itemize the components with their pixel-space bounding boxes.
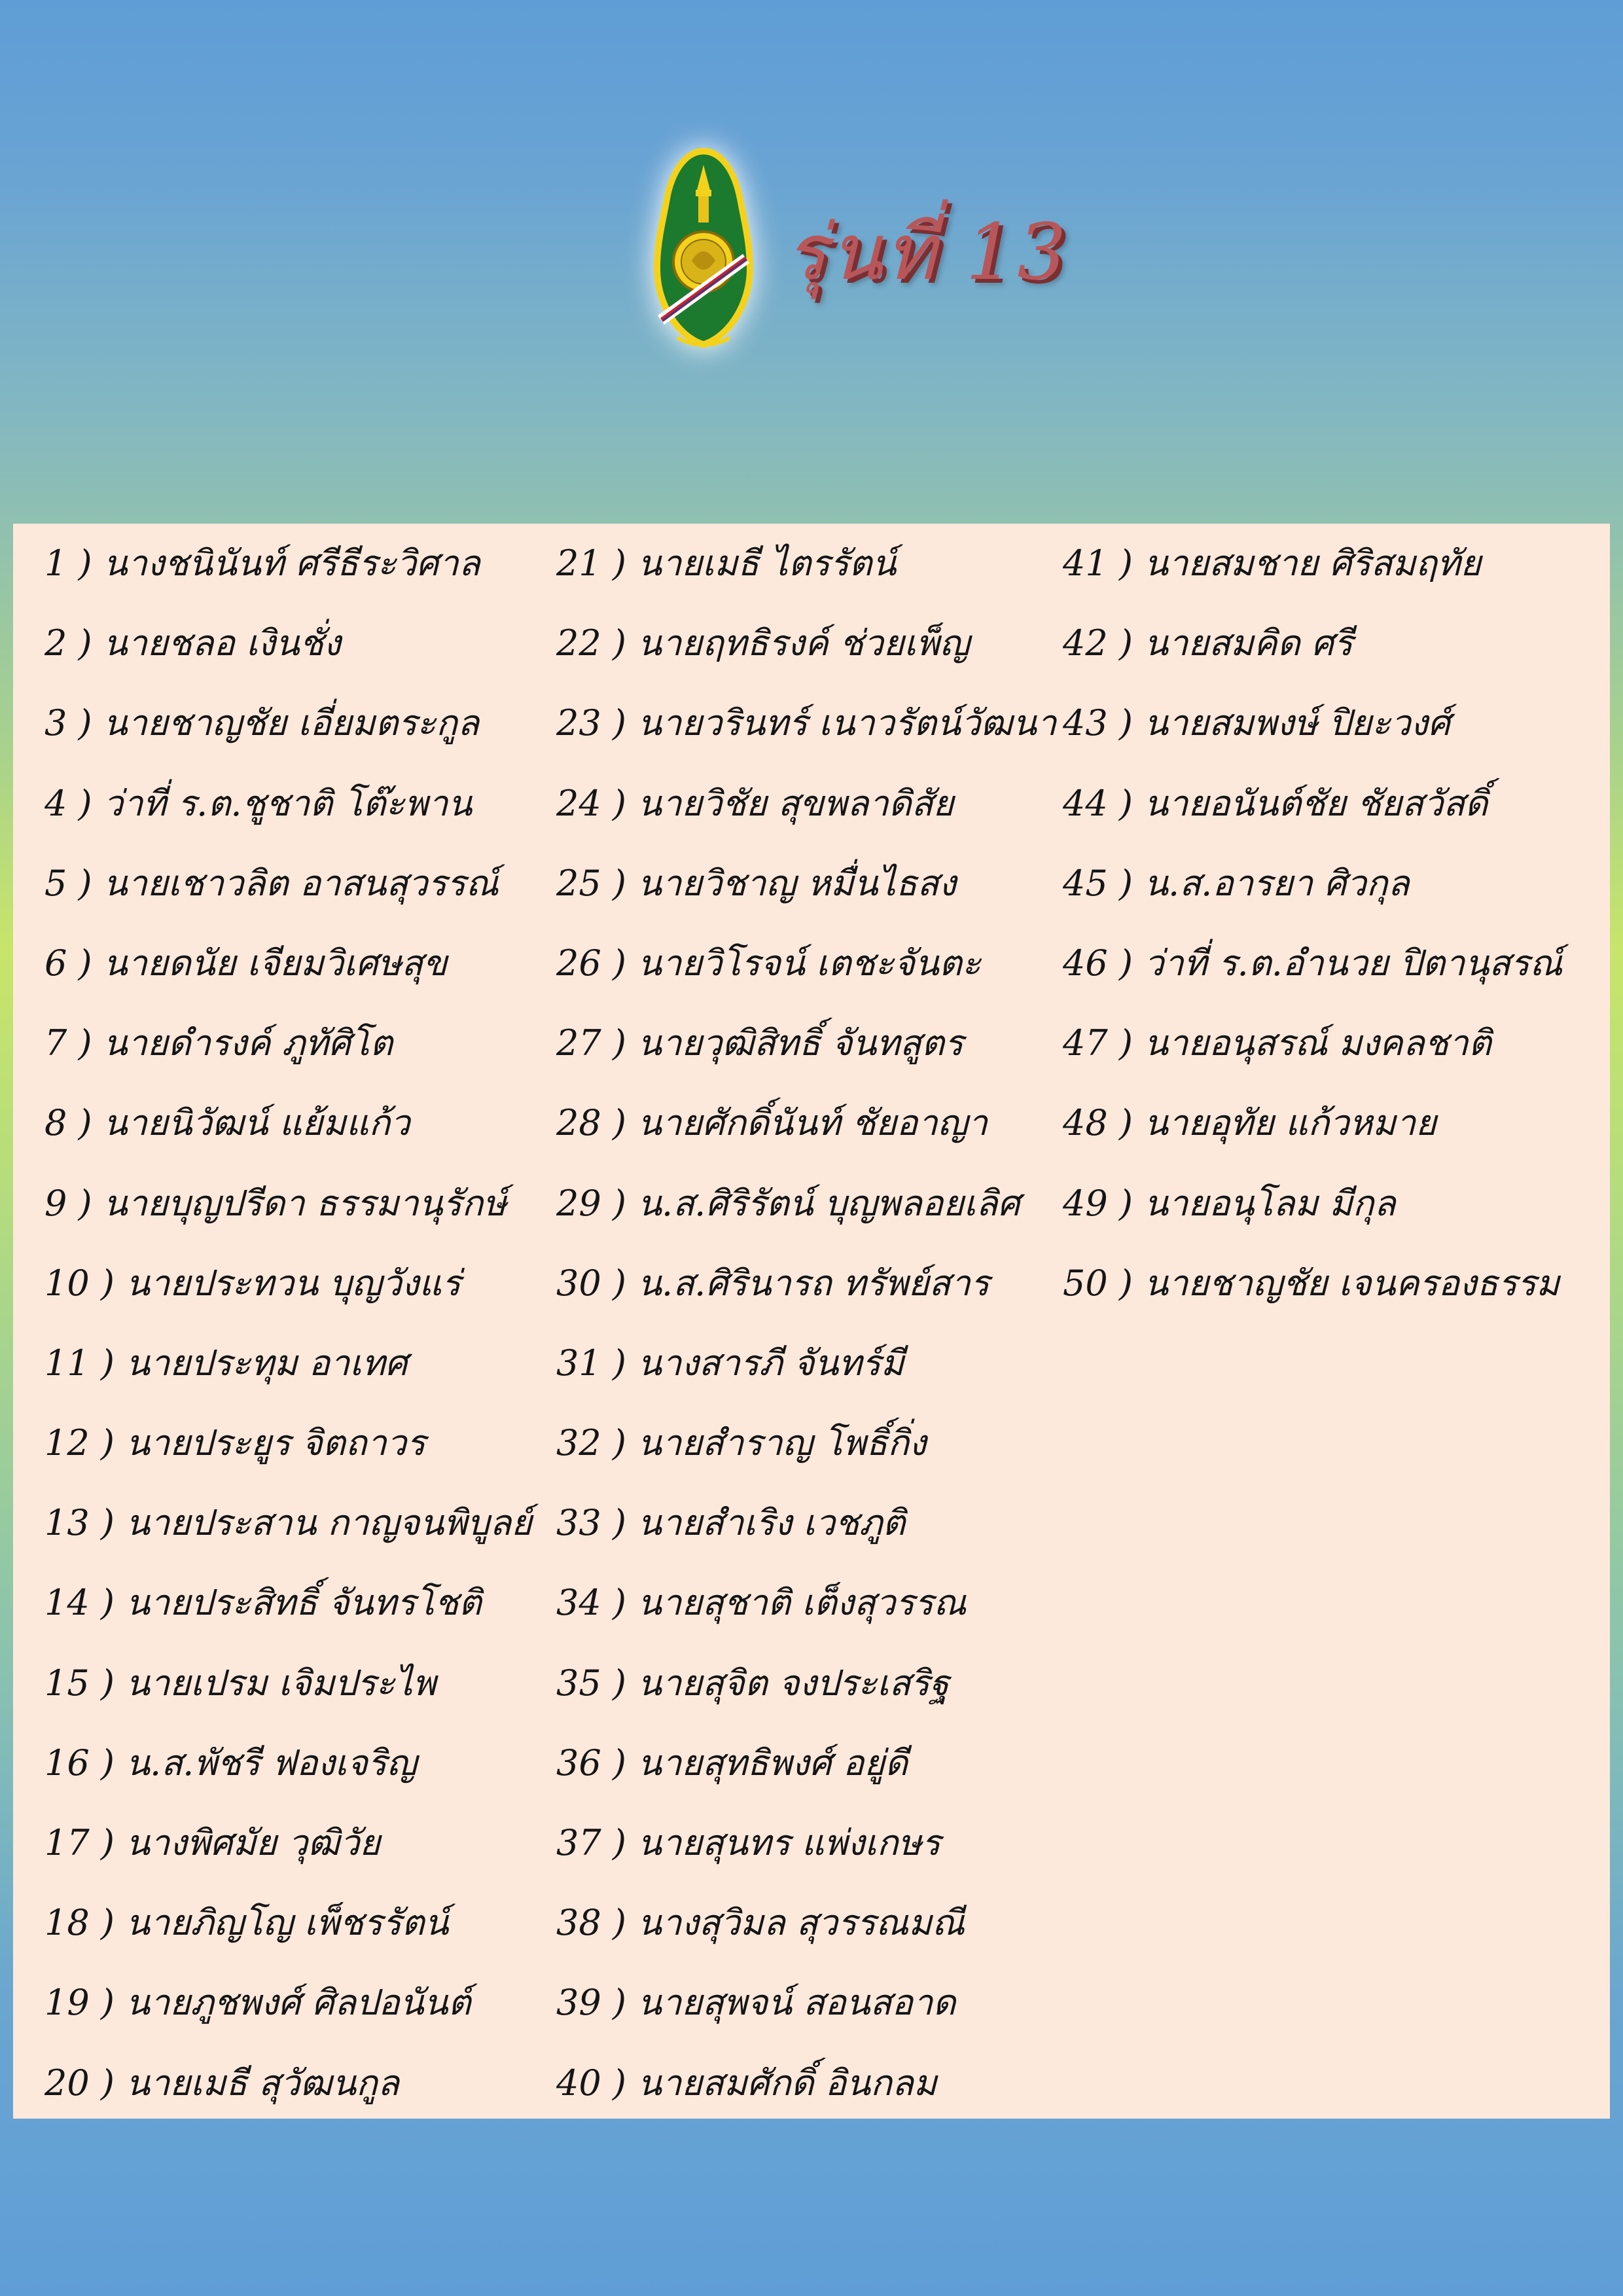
list-item: 33 ) นายสำเริง เวชภูติ (556, 1502, 906, 1544)
list-item: 27 ) นายวุฒิสิทธิ์ จันทสูตร (556, 1022, 963, 1064)
list-item: 44 ) นายอนันต์ชัย ชัยสวัสดิ์ (1063, 782, 1488, 824)
list-item: 1 ) นางชนินันท์ ศรีธีระวิศาล (45, 543, 480, 584)
list-item: 25 ) นายวิชาญ หมื่นไธสง (556, 862, 957, 904)
list-item: 7 ) นายดำรงค์ ภูทัศิโต (45, 1022, 393, 1064)
list-item: 20 ) นายเมธี สุวัฒนกูล (45, 2062, 399, 2104)
list-item: 42 ) นายสมคิด ศรี (1063, 622, 1353, 664)
list-item: 17 ) นางพิศมัย วุฒิวัย (45, 1822, 381, 1863)
list-item: 37 ) นายสุนทร แพ่งเกษร (556, 1822, 941, 1863)
list-item: 15 ) นายเปรม เจิมประไพ (45, 1662, 437, 1704)
list-item: 8 ) นายนิวัฒน์ แย้มแก้ว (45, 1102, 410, 1144)
list-item: 30 ) น.ส.ศิรินารถ ทรัพย์สาร (556, 1262, 990, 1304)
list-item: 21 ) นายเมธี ไตรรัตน์ (556, 543, 897, 584)
list-item: 24 ) นายวิชัย สุขพลาดิสัย (556, 782, 954, 824)
name-column-1 (45, 524, 532, 2123)
list-item: 13 ) นายประสาน กาญจนพิบูลย์ (45, 1502, 532, 1544)
list-item: 38 ) นางสุวิมล สุวรรณมณี (556, 1902, 965, 1944)
list-item: 14 ) นายประสิทธิ์ จันทรโชติ (45, 1582, 482, 1624)
list-item: 31 ) นางสารภี จันทร์มี (556, 1342, 904, 1384)
list-item: 48 ) นายอุทัย แก้วหมาย (1063, 1102, 1436, 1144)
list-item: 2 ) นายชลอ เงินชั่ง (45, 622, 341, 664)
list-item: 32 ) นายสำราญ โพธิ์กิ่ง (556, 1422, 927, 1464)
name-column-3 (1063, 524, 1562, 1323)
name-column-2 (556, 524, 1056, 2123)
list-item: 39 ) นายสุพจน์ สอนสอาด (556, 1982, 956, 2024)
list-item: 3 ) นายชาญชัย เอี่ยมตระกูล (45, 702, 480, 744)
list-item: 46 ) ว่าที่ ร.ต.อำนวย ปิตานุสรณ์ (1063, 942, 1563, 984)
list-item: 28 ) นายศักดิ์นันท์ ชัยอาญา (556, 1102, 988, 1144)
list-item: 49 ) นายอนุโลม มีกุล (1063, 1182, 1396, 1224)
name-list-panel (13, 524, 1610, 2119)
list-item: 41 ) นายสมชาย ศิริสมฤทัย (1063, 543, 1482, 584)
list-item: 35 ) นายสุจิต จงประเสริฐ (556, 1662, 950, 1704)
list-item: 11 ) นายประทุม อาเทศ (45, 1342, 408, 1384)
page-header (0, 0, 1623, 524)
list-item: 18 ) นายภิญโญ เพ็ชรรัตน์ (45, 1902, 449, 1944)
list-item: 19 ) นายภูชพงศ์ ศิลปอนันต์ (45, 1982, 471, 2024)
list-item: 23 ) นายวรินทร์ เนาวรัตน์วัฒนา (556, 702, 1057, 744)
list-item: 26 ) นายวิโรจน์ เตชะจันตะ (556, 942, 981, 984)
list-item: 9 ) นายบุญปรีดา ธรรมานุรักษ์ (45, 1182, 507, 1224)
school-emblem-icon (645, 144, 762, 353)
list-item: 16 ) น.ส.พัชรี ฟองเจริญ (45, 1742, 417, 1784)
list-item: 6 ) นายดนัย เจียมวิเศษสุข (45, 942, 448, 984)
list-item: 50 ) นายชาญชัย เจนครองธรรม (1063, 1262, 1560, 1304)
list-item: 43 ) นายสมพงษ์ ปิยะวงศ์ (1063, 702, 1451, 744)
list-item: 47 ) นายอนุสรณ์ มงคลชาติ (1063, 1022, 1491, 1064)
list-item: 34 ) นายสุชาติ เต็งสุวรรณ (556, 1582, 967, 1624)
list-item: 29 ) น.ส.ศิริรัตน์ บุญพลอยเลิศ (556, 1182, 1020, 1224)
list-item: 4 ) ว่าที่ ร.ต.ชูชาติ โต๊ะพาน (45, 782, 473, 824)
list-item: 22 ) นายฤทธิรงค์ ช่วยเพ็ญ (556, 622, 970, 664)
list-item: 10 ) นายประทวน บุญวังแร่ (45, 1262, 461, 1304)
list-item: 45 ) น.ส.อารยา ศิวกุล (1063, 862, 1410, 904)
class-title: รุ่นที่ 13 (785, 207, 1069, 297)
list-item: 40 ) นายสมศักดิ์ อินกลม (556, 2062, 937, 2104)
list-item: 12 ) นายประยูร จิตถาวร (45, 1422, 426, 1464)
list-item: 5 ) นายเชาวลิต อาสนสุวรรณ์ (45, 862, 499, 904)
list-item: 36 ) นายสุทธิพงศ์ อยู่ดี (556, 1742, 908, 1784)
